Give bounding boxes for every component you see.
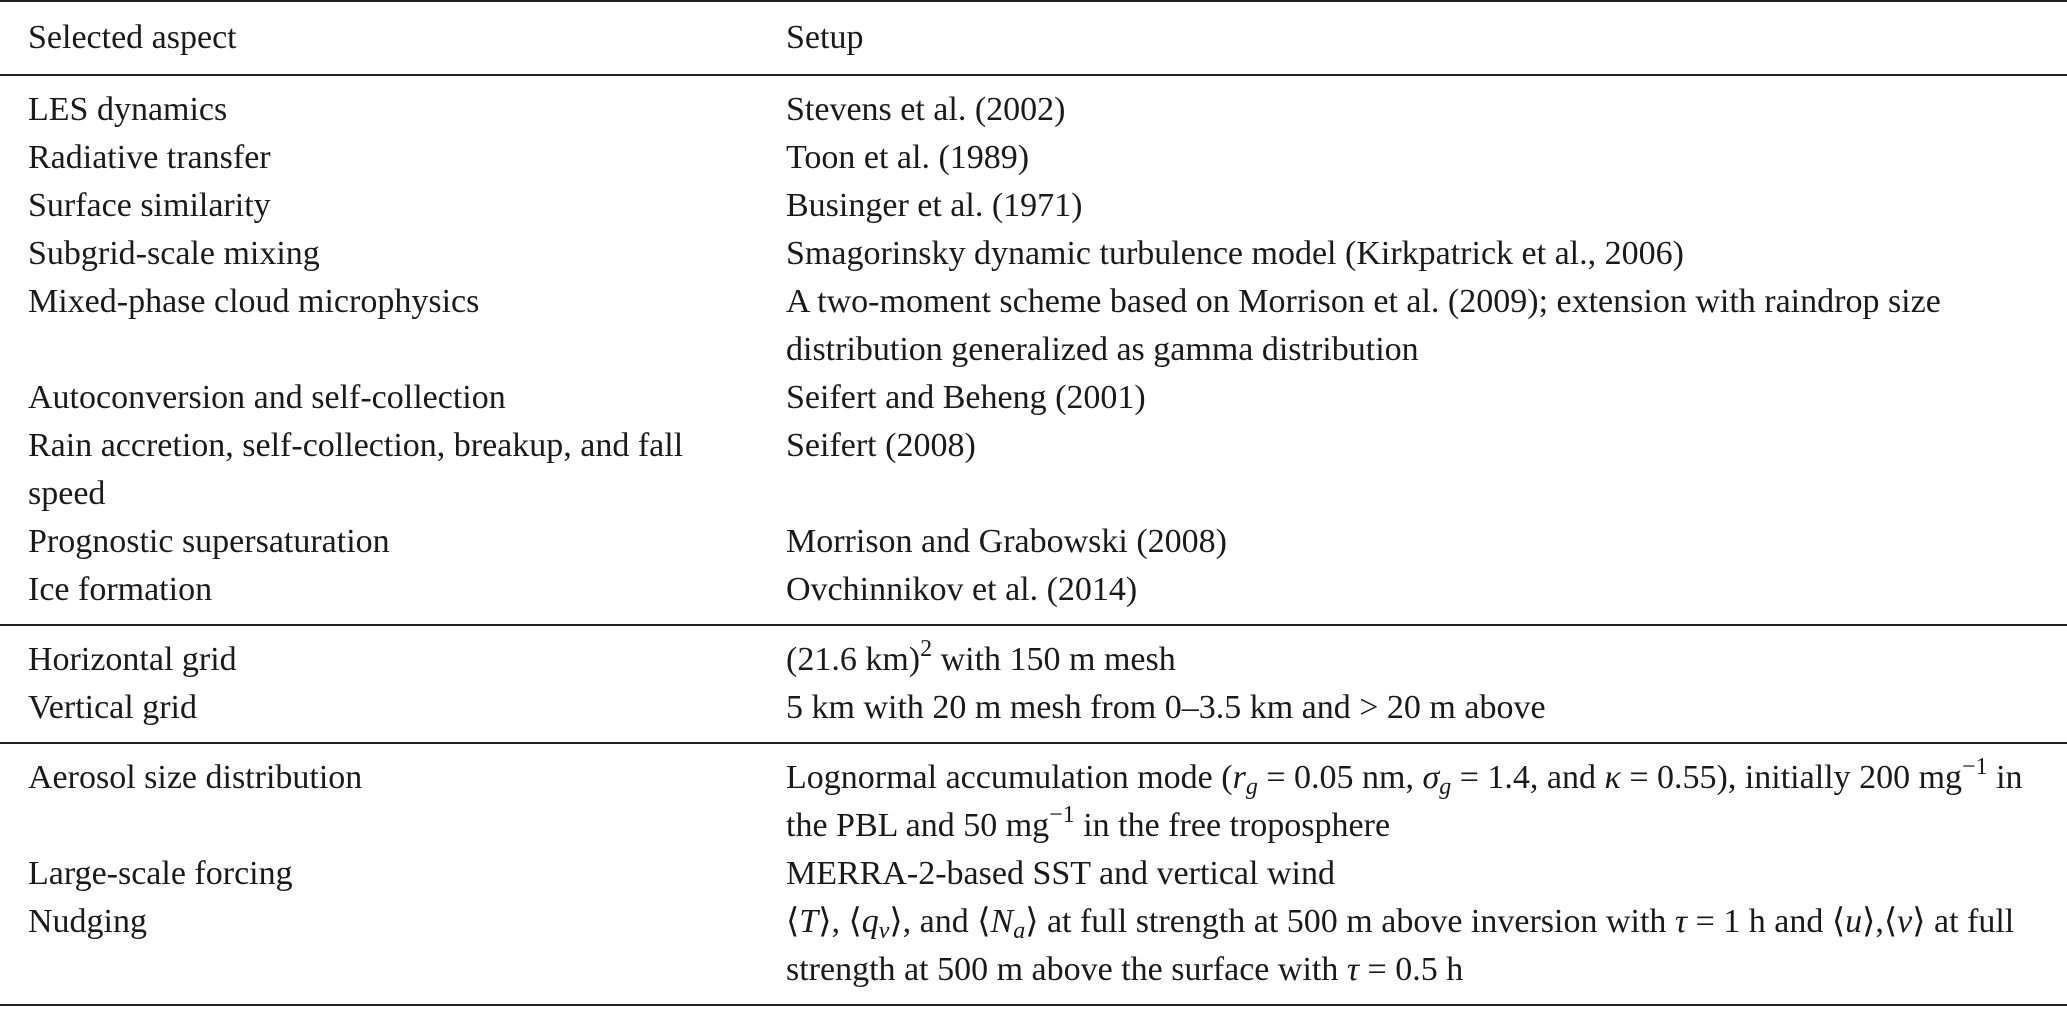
superscript: −1 <box>1049 802 1075 828</box>
math-variable: u <box>1845 903 1863 940</box>
subscript <box>1246 774 1258 800</box>
setup-text: ⟩,⟨ <box>1862 903 1898 940</box>
table-row <box>0 278 2067 374</box>
setup-text: ⟩, ⟨ <box>818 903 862 940</box>
setup-cell: Toon et al. (1989) <box>786 139 1030 176</box>
subscript <box>879 918 890 944</box>
table-row <box>0 134 2067 182</box>
aspect-cell: Mixed-phase cloud microphysics <box>28 283 480 320</box>
subscript <box>1013 918 1025 944</box>
aspect-cell: Subgrid-scale mixing <box>28 235 320 272</box>
table-row <box>0 422 2067 518</box>
setup-text: ⟨ <box>786 903 800 940</box>
math-variable: v <box>1897 903 1913 940</box>
setup-text: in the PBL and 50 mg <box>786 759 2023 844</box>
math-variable: N <box>990 903 1014 940</box>
aspect-cell: Horizontal grid <box>28 641 237 678</box>
setup-cell: MERRA-2-based SST and vertical wind <box>786 855 1335 892</box>
aspect-cell: LES dynamics <box>28 91 228 128</box>
setup-text: ⟩ at full strength at 500 m above the surface with <box>786 903 2015 988</box>
table-row <box>0 518 2067 566</box>
math-variable: τ <box>1346 951 1360 988</box>
aspect-cell: Ice formation <box>28 571 213 608</box>
setup-text: = 0.5 h <box>1359 951 1464 988</box>
aspect-cell: Surface similarity <box>28 187 271 224</box>
setup-text: = 1.4, and <box>1451 759 1605 796</box>
table-row <box>0 75 2067 134</box>
math-variable: T <box>799 903 819 940</box>
math-variable: τ <box>1674 903 1688 940</box>
setup-cell: Smagorinsky dynamic turbulence model (Kirkpatrick et al., 2006) <box>786 235 1684 272</box>
math-variable: r <box>1232 759 1246 796</box>
aspect-cell: Rain accretion, self-collection, breakup, and fall speed <box>28 427 684 512</box>
subscript <box>1439 774 1451 800</box>
math-variable: g <box>1245 774 1258 800</box>
table-row <box>0 850 2067 898</box>
setup-text: = 0.55), initially 200 mg <box>1620 759 1963 796</box>
math-variable: κ <box>1604 759 1621 796</box>
superscript: 2 <box>920 636 933 662</box>
setup-cell: A two-moment scheme based on Morrison et al. (2009); extension with raindrop size distribution generalized as gamma distribution <box>786 283 1941 368</box>
setup-cell: 5 km with 20 m mesh from 0–3.5 km and > 20 m above <box>786 689 1546 726</box>
aspect-cell: Aerosol size distribution <box>28 759 363 796</box>
table-row <box>0 182 2067 230</box>
math-variable: σ <box>1422 759 1440 796</box>
math-variable: g <box>1439 774 1452 800</box>
table-row <box>0 898 2067 1005</box>
aspect-cell: Radiative transfer <box>28 139 271 176</box>
setup-cell <box>786 625 2067 684</box>
header-setup: Setup <box>786 19 864 56</box>
setup-cell: Morrison and Grabowski (2008) <box>786 523 1227 560</box>
table-row <box>0 743 2067 850</box>
table-row <box>0 625 2067 684</box>
setup-text: = 0.05 nm, <box>1257 759 1423 796</box>
setup-text: Lognormal accumulation mode ( <box>786 759 1233 796</box>
setup-text: ⟩, and ⟨ <box>889 903 991 940</box>
superscript: −1 <box>1962 754 1988 780</box>
setup-cell <box>786 743 2067 850</box>
setup-text: ⟩ at full strength at 500 m above inversion with <box>1025 903 1675 940</box>
setup-cell: Stevens et al. (2002) <box>786 91 1066 128</box>
setup-cell: Ovchinnikov et al. (2014) <box>786 571 1138 608</box>
setup-cell: Seifert (2008) <box>786 427 976 464</box>
aspect-cell: Prognostic supersaturation <box>28 523 390 560</box>
aspect-cell: Large-scale forcing <box>28 855 293 892</box>
math-variable: a <box>1013 918 1026 944</box>
math-variable: v <box>878 918 890 944</box>
aspect-cell: Nudging <box>28 903 147 940</box>
table-row <box>0 684 2067 743</box>
setup-text: = 1 h and ⟨ <box>1687 903 1846 940</box>
setup-cell: Businger et al. (1971) <box>786 187 1083 224</box>
math-variable: q <box>861 903 879 940</box>
setup-text: in the free troposphere <box>1074 807 1391 844</box>
setup-cell: Seifert and Beheng (2001) <box>786 379 1146 416</box>
aspect-cell: Autoconversion and self-collection <box>28 379 506 416</box>
setup-cell <box>786 898 2067 1005</box>
table-group-forcing <box>0 743 2067 1005</box>
table-group-grid <box>0 625 2067 743</box>
table-header <box>0 1 2067 75</box>
table-row <box>0 374 2067 422</box>
header-row <box>0 1 2067 75</box>
table-group-physics <box>0 75 2067 625</box>
header-selected-aspect: Selected aspect <box>28 19 237 56</box>
setup-text: (21.6 km) <box>786 641 921 678</box>
setup-text: with 150 m mesh <box>932 641 1176 678</box>
table-row <box>0 566 2067 625</box>
table-row <box>0 230 2067 278</box>
aspect-cell: Vertical grid <box>28 689 197 726</box>
